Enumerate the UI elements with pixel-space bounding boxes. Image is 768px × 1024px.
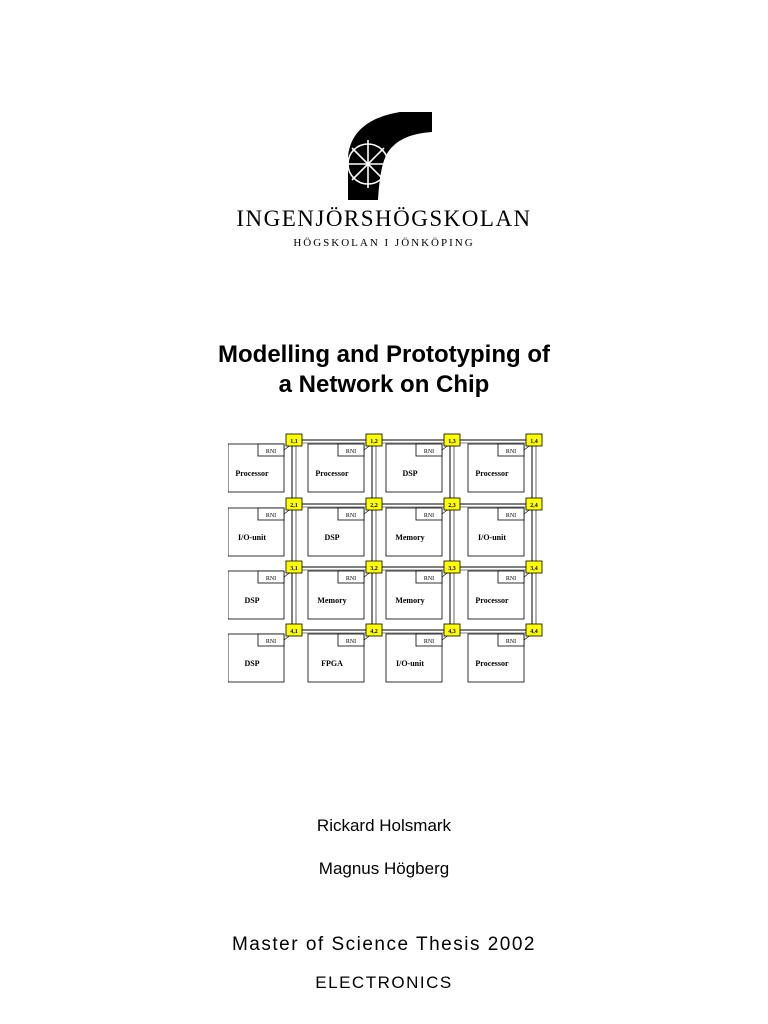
rni-label: RNI xyxy=(505,513,517,519)
switch-label: 1,2 xyxy=(370,439,378,445)
rni-label: RNI xyxy=(423,639,435,645)
institution-name: INGENJÖRSHÖGSKOLAN xyxy=(236,206,532,231)
resource-label: Memory xyxy=(395,596,425,605)
rni-label: RNI xyxy=(423,576,435,582)
switch-label: 2,1 xyxy=(290,503,298,509)
switch-label: 3,1 xyxy=(290,566,298,572)
thesis-type: Master of Science Thesis 2002 xyxy=(231,934,536,955)
rni-label: RNI xyxy=(345,576,357,582)
rni-label: RNI xyxy=(265,449,277,455)
title-line-2: a Network on Chip xyxy=(278,371,490,398)
rni-label: RNI xyxy=(505,449,517,455)
switch-label: 3,4 xyxy=(530,566,538,572)
switch-label: 1,4 xyxy=(530,439,538,445)
author-2: Magnus Högberg xyxy=(318,859,450,878)
resource-label: DSP xyxy=(402,469,418,478)
resource-label: I/O-unit xyxy=(477,533,507,542)
author-1: Rickard Holsmark xyxy=(316,816,452,835)
resource-label: I/O-unit xyxy=(395,659,425,668)
field-of-study: ELECTRONICS xyxy=(315,973,453,992)
switch-label: 4,4 xyxy=(530,629,538,635)
resource-label: Processor xyxy=(315,469,349,478)
switch-label: 1,3 xyxy=(448,439,456,445)
switch-label: 3,3 xyxy=(448,566,456,572)
switch-label: 3,2 xyxy=(370,566,378,572)
resource-label: Processor xyxy=(475,596,509,605)
rni-label: RNI xyxy=(265,639,277,645)
rni-label: RNI xyxy=(505,576,517,582)
resource-label: DSP xyxy=(244,659,260,668)
switch-label: 2,3 xyxy=(448,503,456,509)
resource-label: Memory xyxy=(317,596,347,605)
switch-label: 2,2 xyxy=(370,503,378,509)
rni-label: RNI xyxy=(265,576,277,582)
thesis-title xyxy=(0,340,768,400)
resource-label: I/O-unit xyxy=(237,533,267,542)
switch-label: 2,4 xyxy=(530,503,538,509)
rni-label: RNI xyxy=(265,513,277,519)
rni-label: RNI xyxy=(345,449,357,455)
rni-label: RNI xyxy=(505,639,517,645)
switch-label: 4,3 xyxy=(448,629,456,635)
switch-label: 1,1 xyxy=(290,439,298,445)
university-logo xyxy=(330,108,440,208)
network-on-chip-diagram xyxy=(228,432,548,687)
resource-label: DSP xyxy=(244,596,260,605)
resource-label: Processor xyxy=(475,659,509,668)
rni-label: RNI xyxy=(423,513,435,519)
title-line-1: Modelling and Prototyping of xyxy=(218,341,550,368)
resource-label: Memory xyxy=(395,533,425,542)
resource-label: DSP xyxy=(324,533,340,542)
resource-label: FPGA xyxy=(321,659,343,668)
rni-label: RNI xyxy=(423,449,435,455)
resource-label: Processor xyxy=(235,469,269,478)
rni-label: RNI xyxy=(345,639,357,645)
institution-subtitle: HÖGSKOLAN I JÖNKÖPING xyxy=(293,237,475,249)
rni-label: RNI xyxy=(345,513,357,519)
resource-label: Processor xyxy=(475,469,509,478)
switch-label: 4,2 xyxy=(370,629,378,635)
switch-label: 4,1 xyxy=(290,629,298,635)
